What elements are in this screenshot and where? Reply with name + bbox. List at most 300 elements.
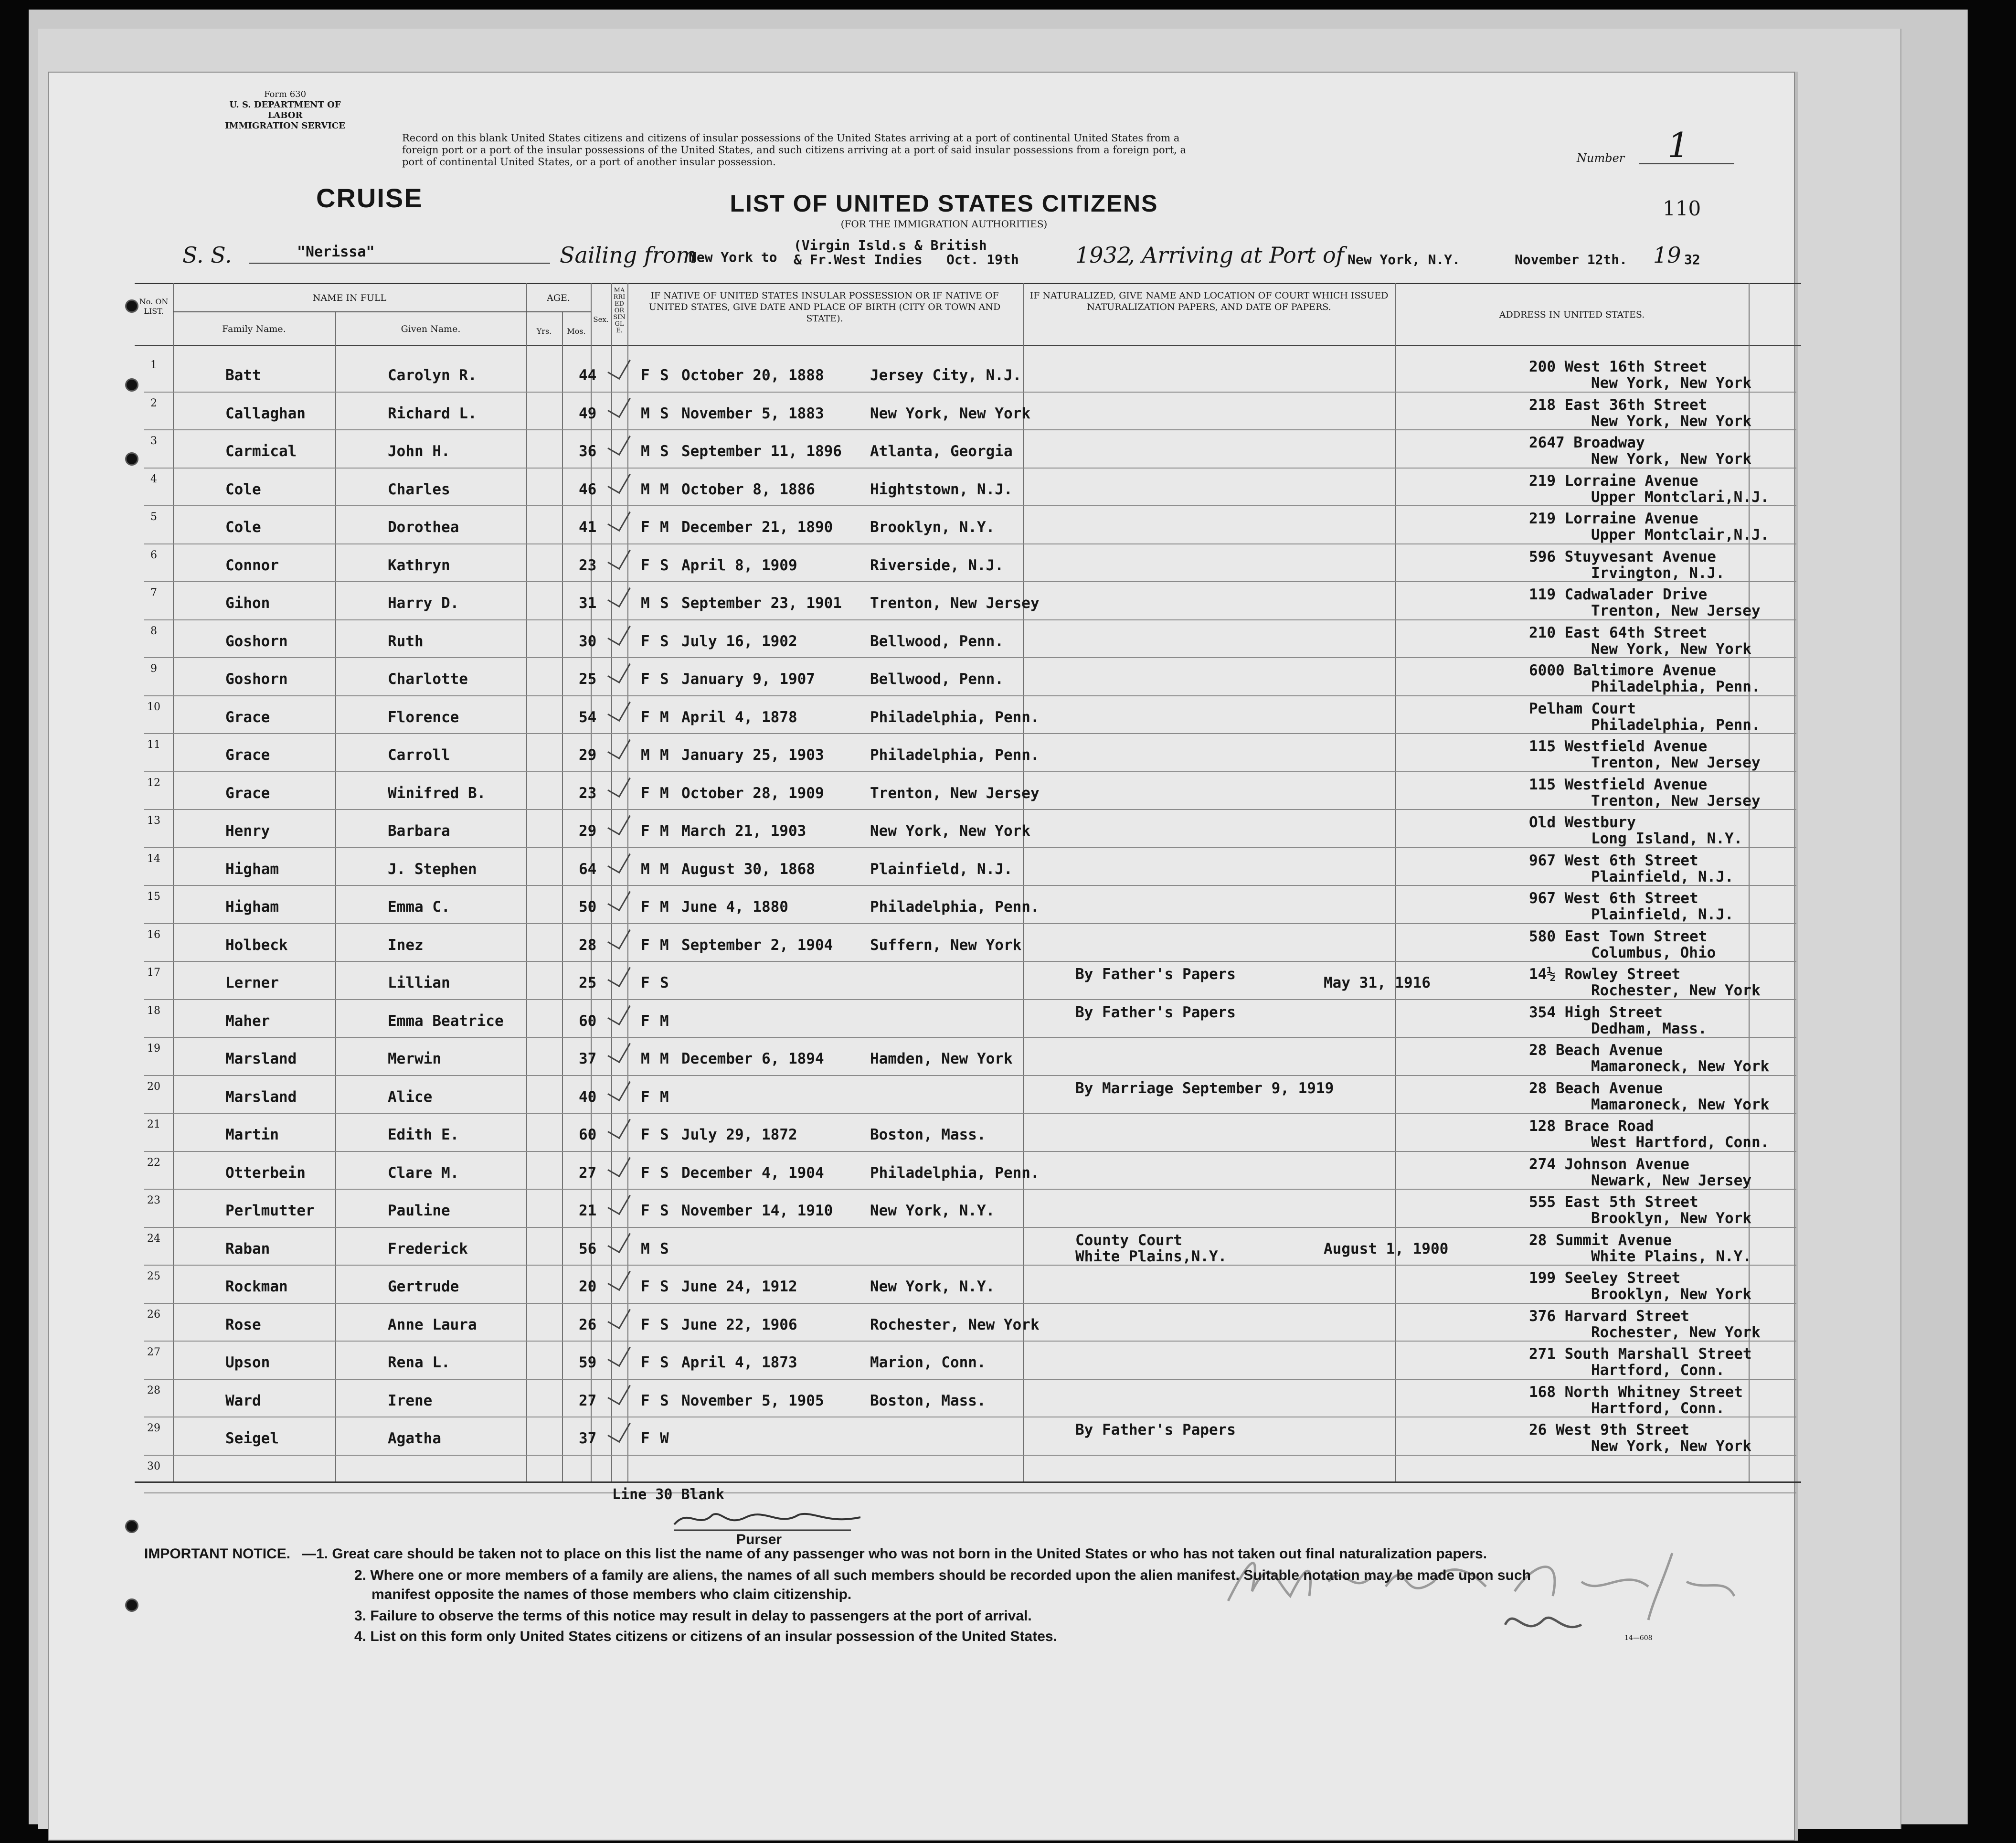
row-rule [144,657,1796,658]
row-rule [144,505,1796,506]
marital-status: M [660,936,669,954]
row-number: 7 [150,587,157,599]
address-line-2: Upper Montclair,N.J. [1591,526,1770,543]
age: 28 [579,936,597,954]
sailing-date: Oct. 19th [946,252,1019,267]
family-name: Grace [225,708,270,726]
marital-status: M [660,784,669,802]
birth-place: Atlanta, Georgia [870,443,1013,460]
col-header-married: MARRIED OR SINGLE. [613,287,626,334]
birth-place: Rochester, New York [870,1316,1040,1333]
marital-status: S [660,367,669,384]
age: 27 [579,1392,597,1409]
sex: F [641,1202,650,1219]
sex: F [641,1354,650,1371]
given-name: Alice [388,1088,433,1106]
address-line-2: Trenton, New Jersey [1591,792,1761,810]
address-line-2: White Plains, N.Y. [1591,1247,1751,1265]
birth-date: January 9, 1907 [681,671,815,688]
department-name: U. S. DEPARTMENT OF LABOR [229,100,341,120]
row-number: 16 [147,928,160,941]
number-label: Number [1577,151,1625,165]
row-rule [144,847,1796,848]
arrival-year: 32 [1684,252,1700,267]
age: 60 [579,1126,597,1143]
row-rule [144,1265,1796,1266]
birth-place: Suffern, New York [870,936,1022,954]
given-name: Anne Laura [388,1316,477,1333]
age: 46 [579,480,597,498]
given-name: Edith E. [388,1126,459,1143]
address-line-1: 555 East 5th Street [1529,1193,1698,1211]
sex: F [641,1088,650,1106]
instruction-line: port of continental United States, or a port of another insular possession. [402,156,776,168]
row-number: 29 [147,1422,160,1434]
address-line-2: Plainfield, N.J. [1591,868,1734,885]
address-line-1: 376 Harvard Street [1529,1307,1689,1325]
arrival-year-prefix: 19 [1653,242,1681,268]
address-line-2: Brooklyn, New York [1591,1210,1751,1227]
sex: F [641,708,650,726]
address-line-2: Philadelphia, Penn. [1591,716,1761,734]
given-name: Harry D. [388,595,459,612]
family-name: Martin [225,1126,279,1143]
birth-place: New York, N.Y. [870,1202,995,1219]
col-line [611,283,612,1481]
address-line-2: Rochester, New York [1591,982,1761,999]
family-name: Rockman [225,1278,288,1295]
address-line-2: Hartford, Conn. [1591,1399,1725,1417]
row-number: 12 [147,777,160,789]
row-rule [144,468,1796,469]
row-rule [144,1379,1796,1380]
age: 29 [579,822,597,840]
marital-status: S [660,595,669,612]
family-name: Marsland [225,1088,297,1106]
given-name: Gertrude [388,1278,459,1295]
sex: F [641,1126,650,1143]
sex: F [641,367,650,384]
col-header-no: No. ON LIST. [139,297,169,316]
family-name: Holbeck [225,936,288,954]
line-blank-note: Line 30 Blank [612,1486,724,1503]
address-line-2: Upper Montclari,N.J. [1591,488,1770,506]
address-line-1: 2647 Broadway [1529,434,1645,451]
given-name: Emma C. [388,898,450,916]
row-number: 4 [150,473,157,485]
sex: M [641,746,650,764]
row-number: 5 [150,511,157,523]
col-header-sex: Sex. [593,315,609,324]
family-name: Higham [225,860,279,878]
birth-place: Philadelphia, Penn. [870,746,1040,764]
birth-place: Plainfield, N.J. [870,860,1013,878]
row-rule [144,733,1796,734]
row-rule [144,1227,1796,1228]
marital-status: M [660,1012,669,1030]
birth-place: Philadelphia, Penn. [870,708,1040,726]
table-top-rule [135,283,1801,284]
address-line-1: 26 West 9th Street [1529,1421,1689,1438]
row-number: 22 [147,1156,160,1169]
marital-status: S [660,1392,669,1409]
given-name: Lillian [388,974,450,991]
row-number: 26 [147,1308,160,1321]
birth-place: Trenton, New Jersey [870,595,1040,612]
address-line-2: Trenton, New Jersey [1591,602,1761,619]
family-name: Cole [225,480,261,498]
notice-2-cont: manifest opposite the names of those members who claim citizenship. [371,1587,852,1602]
address-line-1: 168 North Whitney Street [1529,1383,1743,1401]
given-name: J. Stephen [388,860,477,878]
row-rule [144,999,1796,1000]
sex: F [641,784,650,802]
family-name: Lerner [225,974,279,991]
row-rule [144,1341,1796,1342]
address-line-2: New York, New York [1591,412,1751,430]
row-number: 23 [147,1194,160,1206]
row-number: 15 [147,891,160,903]
binder-hole [125,378,138,392]
departure-port: New York to [689,249,777,265]
destination-top: (Virgin Isld.s & British [794,237,987,253]
row-rule [144,1037,1796,1038]
sex: F [641,632,650,650]
sex: F [641,519,650,536]
marital-status: S [660,1354,669,1371]
given-name: Dorothea [388,519,459,536]
row-number: 3 [150,435,157,447]
row-number: 10 [147,701,160,713]
family-name: Maher [225,1012,270,1030]
birth-place: Boston, Mass. [870,1126,986,1143]
family-name: Carmical [225,443,297,460]
sex: F [641,1316,650,1333]
row-number: 1 [150,359,157,371]
row-rule [144,809,1796,810]
address-line-2: Philadelphia, Penn. [1591,678,1761,695]
age: 41 [579,519,597,536]
marital-status: S [660,1164,669,1182]
sex: F [641,1278,650,1295]
marital-status: S [660,1278,669,1295]
birth-place: Marion, Conn. [870,1354,986,1371]
sex: F [641,1164,650,1182]
marital-status: M [660,708,669,726]
address-line-1: 200 West 16th Street [1529,358,1708,375]
row-rule [144,1075,1796,1076]
age: 29 [579,746,597,764]
col-line [1023,283,1024,1481]
col-header-address: ADDRESS IN UNITED STATES. [1499,309,1645,320]
birth-place: Philadelphia, Penn. [870,898,1040,916]
row-number: 19 [147,1043,160,1055]
row-rule [144,1151,1796,1152]
marital-status: S [660,1126,669,1143]
header-rule [135,345,1801,346]
col-line [562,311,563,1481]
purser-label: Purser [736,1532,782,1547]
binder-hole [125,1598,138,1612]
naturalization-court: By Marriage September 9, 1919 [1075,1079,1334,1097]
col-header-yrs: Yrs. [536,327,552,336]
row-number: 21 [147,1119,160,1130]
notice-4: 4. List on this form only United States citizens or citizens of an insular possession of the United States. [354,1629,1057,1644]
col-header-birth: IF NATIVE OF UNITED STATES INSULAR POSSESSION OR IF NATIVE OF UNITED STATES, GIVE DATE AND PLACE OF BIRTH (CITY OR TOWN AND STATE). [648,290,1001,324]
marital-status: M [660,1088,669,1106]
address-line-2: Rochester, New York [1591,1323,1761,1341]
address-line-2: Hartford, Conn. [1591,1362,1725,1379]
birth-date: January 25, 1903 [681,746,824,764]
given-name: Charlotte [388,671,468,688]
given-name: Clare M. [388,1164,459,1182]
family-name: Callaghan [225,405,306,422]
birth-place: New York, New York [870,822,1030,840]
birth-date: July 29, 1872 [681,1126,797,1143]
col-line [526,283,527,1481]
row-rule [144,771,1796,772]
address-line-2: Long Island, N.Y. [1591,830,1743,847]
row-rule [144,581,1796,582]
address-line-1: 219 Lorraine Avenue [1529,472,1698,490]
birth-date: November 14, 1910 [681,1202,833,1219]
col-line [1395,283,1396,1481]
address-line-1: 115 Westfield Avenue [1529,776,1708,793]
col-header-naturalized: IF NATURALIZED, GIVE NAME AND LOCATION OF COURT WHICH ISSUED NATURALIZATION PAPERS, AND DATE OF PAPERS. [1029,290,1389,312]
address-line-1: 14½ Rowley Street [1529,966,1681,983]
marital-status: S [660,974,669,991]
birth-date: September 23, 1901 [681,595,842,612]
birth-date: April 4, 1878 [681,708,797,726]
row-number: 18 [147,1004,160,1017]
birth-date: November 5, 1905 [681,1392,824,1409]
sex: M [641,480,650,498]
birth-date: October 28, 1909 [681,784,824,802]
row-rule [144,543,1796,544]
birth-place: Hightstown, N.J. [870,480,1013,498]
address-line-2: Dedham, Mass. [1591,1020,1707,1037]
row-number: 14 [147,852,160,865]
marital-status: S [660,443,669,460]
row-number: 2 [150,397,157,409]
ship-name: "Nerissa" [297,244,375,260]
birth-date: July 16, 1902 [681,632,797,650]
birth-place: Riverside, N.J. [870,556,1004,574]
row-number: 20 [147,1080,160,1093]
birth-date: December 21, 1890 [681,519,833,536]
birth-date: December 6, 1894 [681,1050,824,1067]
given-name: Richard L. [388,405,477,422]
row-number: 11 [147,739,160,751]
notice-1: —1. Great care should be taken not to place on this list the name of any passenger who was not born in the United States or who has not taken out final naturalization papers. [302,1546,1487,1562]
row-rule [144,1455,1796,1456]
marital-status: M [660,480,669,498]
birth-place: Bellwood, Penn. [870,632,1004,650]
col-line [591,283,592,1481]
birth-date: October 8, 1886 [681,480,815,498]
ss-label: S. S. [182,242,232,268]
family-name: Goshorn [225,671,288,688]
birth-place: Hamden, New York [870,1050,1013,1067]
address-line-1: 28 Summit Avenue [1529,1231,1672,1249]
sex: F [641,1430,650,1447]
naturalization-date: August 1, 1900 [1324,1240,1449,1257]
age: 40 [579,1088,597,1106]
age: 25 [579,671,597,688]
birth-place: Philadelphia, Penn. [870,1164,1040,1182]
address-line-2: Mamaroneck, New York [1591,1096,1770,1113]
birth-place: New York, New York [870,405,1030,422]
address-line-1: 271 South Marshall Street [1529,1345,1752,1363]
given-name: Rena L. [388,1354,450,1371]
address-line-1: 6000 Baltimore Avenue [1529,662,1716,679]
row-rule [144,961,1796,962]
birth-place: New York, N.Y. [870,1278,995,1295]
given-name: Pauline [388,1202,450,1219]
family-name: Batt [225,367,261,384]
address-line-1: 354 High Street [1529,1003,1663,1021]
age: 36 [579,443,597,460]
binder-hole [125,1520,138,1533]
arrival-date: November 12th. [1515,252,1628,267]
family-name: Gihon [225,595,270,612]
given-name: John H. [388,443,450,460]
row-number: 17 [147,967,160,979]
sex: M [641,860,650,878]
given-name: Ruth [388,632,424,650]
age: 30 [579,632,597,650]
form-number: Form 630 [264,89,307,99]
address-line-1: 967 West 6th Street [1529,890,1698,907]
marital-status: S [660,405,669,422]
address-line-2: Plainfield, N.J. [1591,906,1734,923]
birth-place: Trenton, New Jersey [870,784,1040,802]
age: 37 [579,1430,597,1447]
family-name: Higham [225,898,279,916]
marital-status: M [660,519,669,536]
sex: M [641,443,650,460]
age: 60 [579,1012,597,1030]
address-line-2: New York, New York [1591,450,1751,468]
sex: F [641,974,650,991]
given-name: Barbara [388,822,450,840]
row-number: 13 [147,815,160,827]
family-name: Otterbein [225,1164,306,1182]
instruction-line: Record on this blank United States citizens and citizens of insular possessions of the United States arriving at a port of continental United States from a [402,132,1180,144]
family-name: Rose [225,1316,261,1333]
family-name: Seigel [225,1430,279,1447]
age: 21 [579,1202,597,1219]
marital-status: S [660,671,669,688]
address-line-2: New York, New York [1591,640,1751,658]
address-line-1: Old Westbury [1529,814,1636,831]
sex: F [641,556,650,574]
address-line-2: Brooklyn, New York [1591,1286,1751,1303]
row-number: 6 [150,549,157,561]
birth-date: April 4, 1873 [681,1354,797,1371]
row-rule [144,392,1796,393]
row-rule [144,1189,1796,1190]
form-code: 14—608 [1624,1634,1653,1642]
sex: F [641,898,650,916]
birth-date: August 30, 1868 [681,860,815,878]
row-number: 27 [147,1346,160,1358]
given-name: Inez [388,936,424,954]
naturalization-court: County Court [1075,1231,1182,1249]
address-line-2: New York, New York [1591,1438,1751,1455]
address-line-2: Irvington, N.J. [1591,564,1725,582]
marital-status: M [660,746,669,764]
marital-status: M [660,822,669,840]
page-title: LIST OF UNITED STATES CITIZENS [730,190,1158,217]
age: 44 [579,367,597,384]
sex: F [641,1012,650,1030]
ship-line [249,263,550,264]
given-name: Irene [388,1392,433,1409]
col-line [173,283,174,1481]
row-rule [144,885,1796,886]
marital-status: M [660,898,669,916]
address-line-2: Mamaroneck, New York [1591,1058,1770,1075]
sex: M [641,1240,650,1257]
address-line-1: 115 Westfield Avenue [1529,738,1708,755]
birth-date: November 5, 1883 [681,405,824,422]
address-line-2: West Hartford, Conn. [1591,1134,1770,1151]
sex: F [641,822,650,840]
table-bottom-rule [135,1481,1801,1483]
age: 25 [579,974,597,991]
row-rule [144,619,1796,620]
address-line-1: 218 East 36th Street [1529,396,1708,414]
address-line-1: 119 Cadwalader Drive [1529,586,1708,603]
given-name: Emma Beatrice [388,1012,504,1030]
row-rule [144,1303,1796,1304]
birth-date: April 8, 1909 [681,556,797,574]
instructions [402,132,1548,168]
birth-date: June 22, 1906 [681,1316,797,1333]
arriving-label: , Arriving at Port of [1128,242,1344,268]
birth-place: Jersey City, N.J. [870,367,1022,384]
sex: M [641,405,650,422]
row-number: 28 [147,1384,160,1396]
marital-status: M [660,1050,669,1067]
age: 50 [579,898,597,916]
age: 26 [579,1316,597,1333]
form-id-block [221,89,350,131]
birth-date: September 11, 1896 [681,443,842,460]
family-name: Perlmutter [225,1202,315,1219]
sailing-label: Sailing from [560,242,697,268]
family-name: Ward [225,1392,261,1409]
age: 49 [579,405,597,422]
row-number: 25 [147,1270,160,1282]
address-line-1: 210 East 64th Street [1529,624,1708,641]
given-name: Florence [388,708,459,726]
sex: F [641,936,650,954]
address-line-1: 28 Beach Avenue [1529,1079,1663,1097]
address-line-1: 967 West 6th Street [1529,852,1698,869]
sailing-year: 1932 [1075,242,1132,268]
row-number: 30 [147,1460,160,1472]
marital-status: S [660,1240,669,1257]
row-number: 8 [150,625,157,637]
address-line-1: 596 Stuyvesant Avenue [1529,548,1716,565]
address-line-2: Newark, New Jersey [1591,1172,1751,1189]
sex: F [641,1392,650,1409]
family-name: Goshorn [225,632,288,650]
destination-bottom: & Fr.West Indies [794,252,923,267]
family-name: Connor [225,556,279,574]
